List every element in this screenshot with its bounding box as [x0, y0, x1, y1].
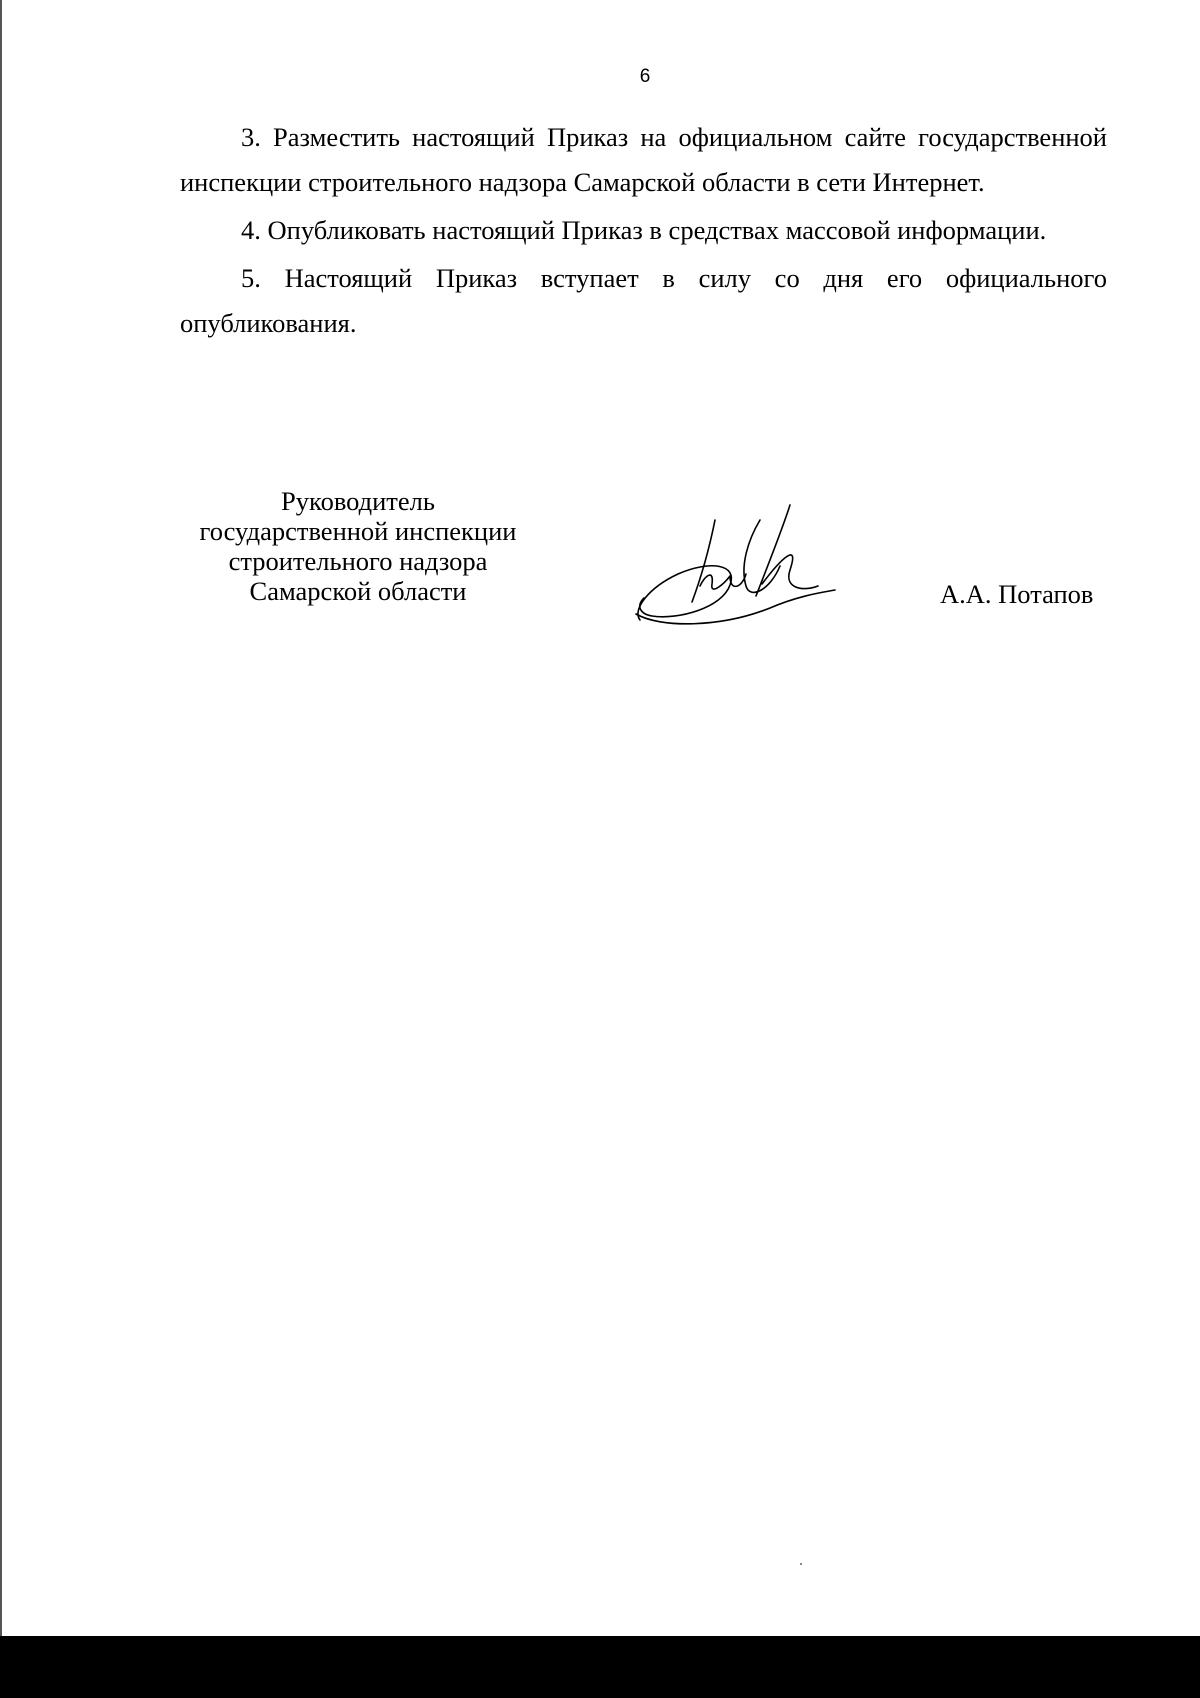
signatory-position	[168, 486, 548, 606]
signatory-position-line: Руководитель	[281, 486, 435, 516]
signatory-position-line: строительного надзора	[228, 546, 488, 576]
signatory-name: А.А. Потапов	[940, 579, 1094, 609]
signatory-position-line: Самарской области	[249, 576, 467, 606]
handwritten-signature	[630, 500, 840, 630]
paragraph-3: 3. Разместить настоящий Приказ на официальном сайте государственной инспекции строительного надзора Самарской области в сети Интернет.	[180, 122, 1107, 197]
signatory-position-line: государственной инспекции	[199, 516, 517, 546]
scan-speck	[800, 1563, 802, 1565]
scan-left-edge	[0, 0, 2, 1636]
paragraph-5: 5. Настоящий Приказ вступает в силу со дня его официального опубликования.	[180, 263, 1107, 338]
paragraph-4: 4. Опубликовать настоящий Приказ в средствах массовой информации.	[241, 215, 1047, 245]
page-number: 6	[639, 66, 651, 87]
document-body	[180, 115, 1107, 349]
scan-bottom-border	[0, 1636, 1200, 1698]
